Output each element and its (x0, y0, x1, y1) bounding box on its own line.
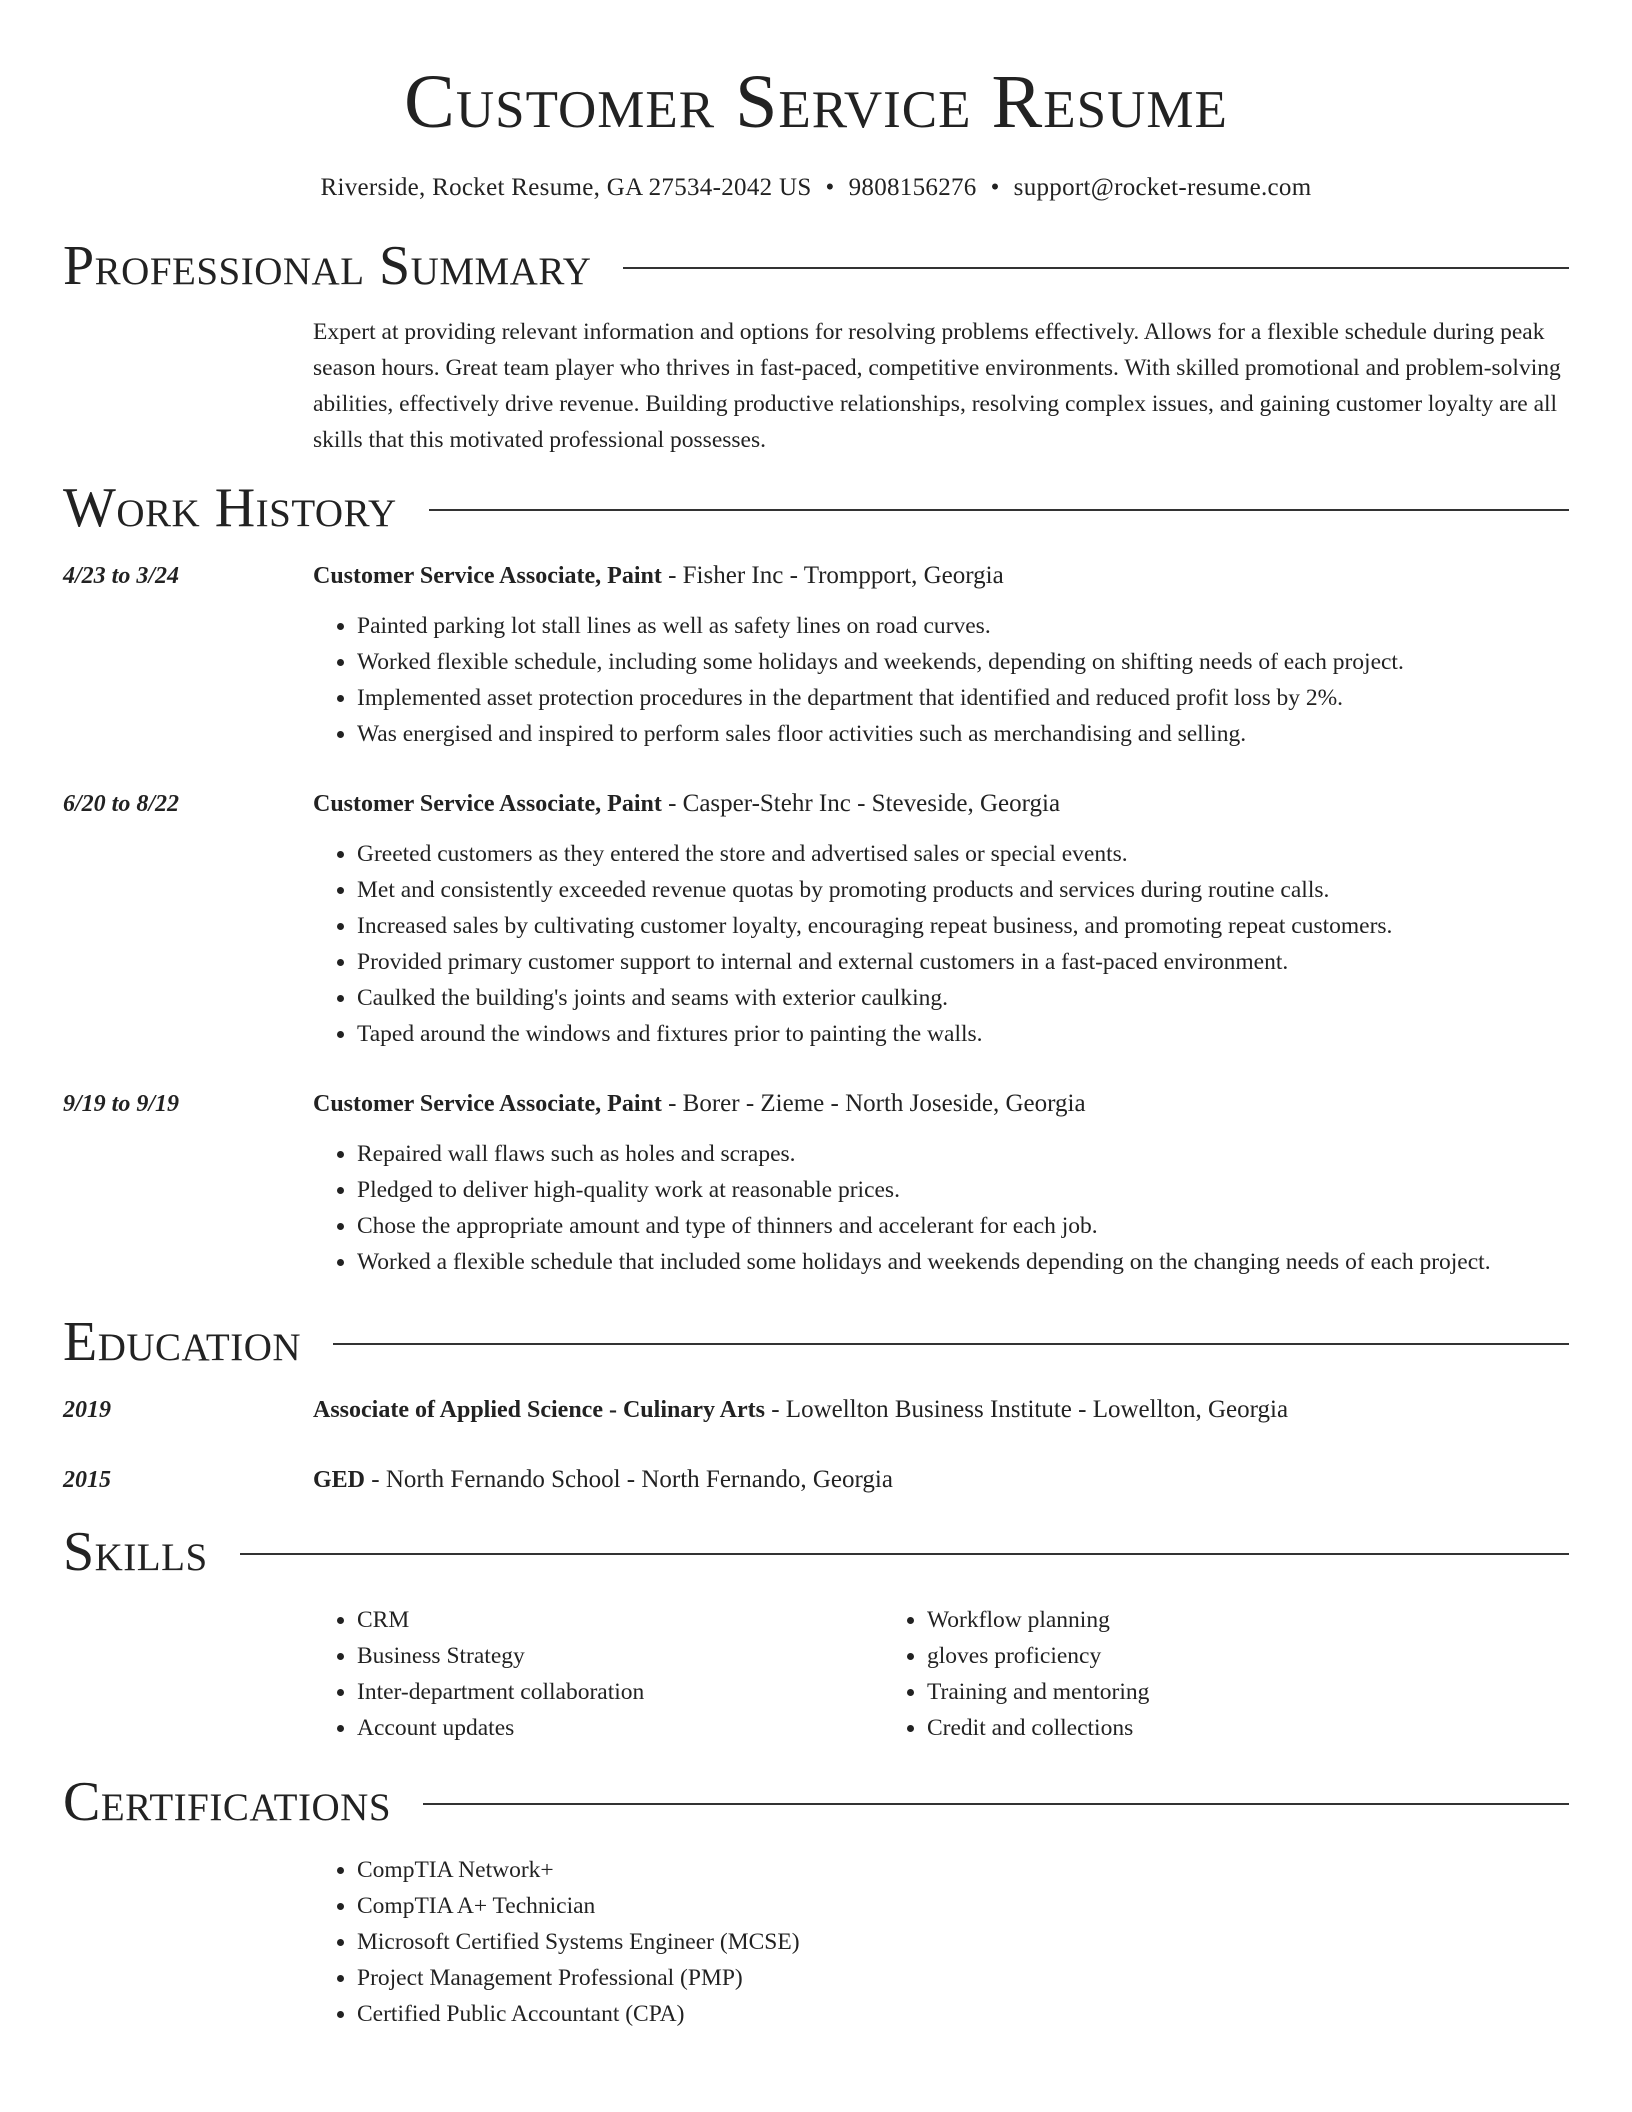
skills-list-right (883, 1602, 1453, 1746)
skill-item: • Credit and collections (927, 1710, 1453, 1746)
skills-list-left (313, 1602, 883, 1746)
contact-separator: • (825, 174, 835, 201)
skill-item: • Workflow planning (927, 1602, 1453, 1638)
company-location: - Fisher Inc - Trompport, Georgia (661, 562, 1004, 589)
skills-header (63, 1516, 1569, 1588)
work-bullet: • Painted parking lot stall lines as well as safety lines on road curves. (357, 608, 1569, 644)
work-entry-body (313, 558, 1569, 752)
work-dates: 6/20 to 8/22 (63, 791, 180, 817)
degree: Associate of Applied Science - Culinary Arts (313, 1397, 765, 1423)
certification-item: • Microsoft Certified Systems Engineer (MCSE) (357, 1924, 1569, 1960)
education-year: 2019 (63, 1397, 111, 1423)
job-title: Customer Service Associate, Paint (313, 563, 662, 589)
work-history-section (63, 472, 1569, 1280)
work-history-heading: Work History (63, 477, 397, 539)
work-bullet: • Pledged to deliver high-quality work at reasonable prices. (357, 1172, 1569, 1208)
skill-item: • Training and mentoring (927, 1674, 1453, 1710)
work-entries (63, 558, 1569, 1280)
work-bullet: • Met and consistently exceeded revenue quotas by promoting products and services during routine calls. (357, 872, 1569, 908)
work-bullets (313, 608, 1569, 752)
work-bullet: • Repaired wall flaws such as holes and scrapes. (357, 1136, 1569, 1172)
certification-item: • Project Management Professional (PMP) (357, 1960, 1569, 1996)
certification-item: • CompTIA A+ Technician (357, 1888, 1569, 1924)
certifications-heading: Certifications (63, 1771, 392, 1833)
contact-separator: • (990, 174, 1000, 201)
certifications-section (63, 1766, 1569, 2032)
company-location: - Borer - Zieme - North Joseside, Georgia (661, 1090, 1086, 1117)
work-entry (63, 786, 1569, 1052)
education-header (63, 1306, 1569, 1378)
section-divider (429, 509, 1569, 511)
certification-item: • Certified Public Accountant (CPA) (357, 1996, 1569, 2032)
work-dates: 9/19 to 9/19 (63, 1091, 180, 1117)
work-bullet: • Implemented asset protection procedures in the department that identified and reduced profit loss by 2%. (357, 680, 1569, 716)
work-entry (63, 1086, 1569, 1280)
skill-item: • Inter-department collaboration (357, 1674, 883, 1710)
certifications-header (63, 1766, 1569, 1838)
education-entry-body (313, 1462, 1569, 1498)
education-year: 2015 (63, 1467, 111, 1493)
work-entry (63, 558, 1569, 752)
work-dates: 4/23 to 3/24 (63, 563, 180, 589)
skill-item: • CRM (357, 1602, 883, 1638)
school-location: - North Fernando School - North Fernando, Georgia (365, 1466, 893, 1493)
work-history-header (63, 472, 1569, 544)
summary-heading: Professional Summary (63, 235, 592, 297)
work-headline (313, 786, 1569, 822)
education-heading: Education (63, 1311, 302, 1373)
skills-section (63, 1516, 1569, 1746)
contact-address: Riverside, Rocket Resume, GA 27534-2042 US (320, 174, 812, 201)
skills-heading: Skills (63, 1521, 208, 1583)
contact-phone: 9808156276 (848, 174, 977, 201)
certifications-list (313, 1852, 1569, 2032)
work-bullet: • Chose the appropriate amount and type of thinners and accelerant for each job. (357, 1208, 1569, 1244)
work-bullets (313, 836, 1569, 1052)
skill-item: • Business Strategy (357, 1638, 883, 1674)
work-headline (313, 558, 1569, 594)
education-section (63, 1306, 1569, 1498)
work-bullets (313, 1136, 1569, 1280)
work-headline (313, 1086, 1569, 1122)
contact-email: support@rocket-resume.com (1013, 174, 1312, 201)
education-entry-body (313, 1392, 1569, 1428)
resume-title: Customer Service Resume (404, 60, 1228, 144)
work-bullet: • Worked flexible schedule, including some holidays and weekends, depending on shifting needs of each project. (357, 644, 1569, 680)
degree: GED (313, 1467, 366, 1493)
certifications-items (313, 1852, 1569, 2032)
work-bullet: • Increased sales by cultivating customer loyalty, encouraging repeat business, and promoting repeat customers. (357, 908, 1569, 944)
section-divider (333, 1343, 1569, 1345)
school-location: - Lowellton Business Institute - Lowellton, Georgia (764, 1396, 1289, 1423)
skills-grid (313, 1602, 1569, 1746)
work-entry-body (313, 786, 1569, 1052)
section-divider (240, 1553, 1569, 1555)
job-title: Customer Service Associate, Paint (313, 1091, 662, 1117)
work-bullet: • Taped around the windows and fixtures prior to painting the walls. (357, 1016, 1569, 1052)
work-bullet: • Caulked the building's joints and seams with exterior caulking. (357, 980, 1569, 1016)
education-headline (313, 1462, 1569, 1498)
summary-header (63, 230, 1569, 302)
section-divider (623, 267, 1569, 269)
work-entry-body (313, 1086, 1569, 1280)
summary-text: Expert at providing relevant information and options for resolving problems effectively. Allows for a flexible schedule during peak season hours. Great team player who thrives in fast-paced, competitive environments. With skilled promotional and problem-solving abilities, effectively drive revenue. Building productive relationships, resolving complex issues, and gaining customer loyalty are all skills that this motivated professional possesses. (313, 319, 1561, 453)
certification-item: • CompTIA Network+ (357, 1852, 1569, 1888)
company-location: - Casper-Stehr Inc - Steveside, Georgia (661, 790, 1061, 817)
work-bullet: • Provided primary customer support to internal and external customers in a fast-paced environment. (357, 944, 1569, 980)
education-entries (63, 1392, 1569, 1498)
education-entry (63, 1392, 1569, 1428)
contact-line (63, 172, 1569, 204)
job-title: Customer Service Associate, Paint (313, 791, 662, 817)
section-divider (423, 1803, 1569, 1805)
skill-item: • Account updates (357, 1710, 883, 1746)
work-bullet: • Worked a flexible schedule that included some holidays and weekends depending on the changing needs of each project. (357, 1244, 1569, 1280)
skill-item: • gloves proficiency (927, 1638, 1453, 1674)
work-bullet: • Was energised and inspired to perform sales floor activities such as merchandising and selling. (357, 716, 1569, 752)
work-bullet: • Greeted customers as they entered the store and advertised sales or special events. (357, 836, 1569, 872)
summary-section (63, 230, 1569, 458)
education-entry (63, 1462, 1569, 1498)
education-headline (313, 1392, 1569, 1428)
